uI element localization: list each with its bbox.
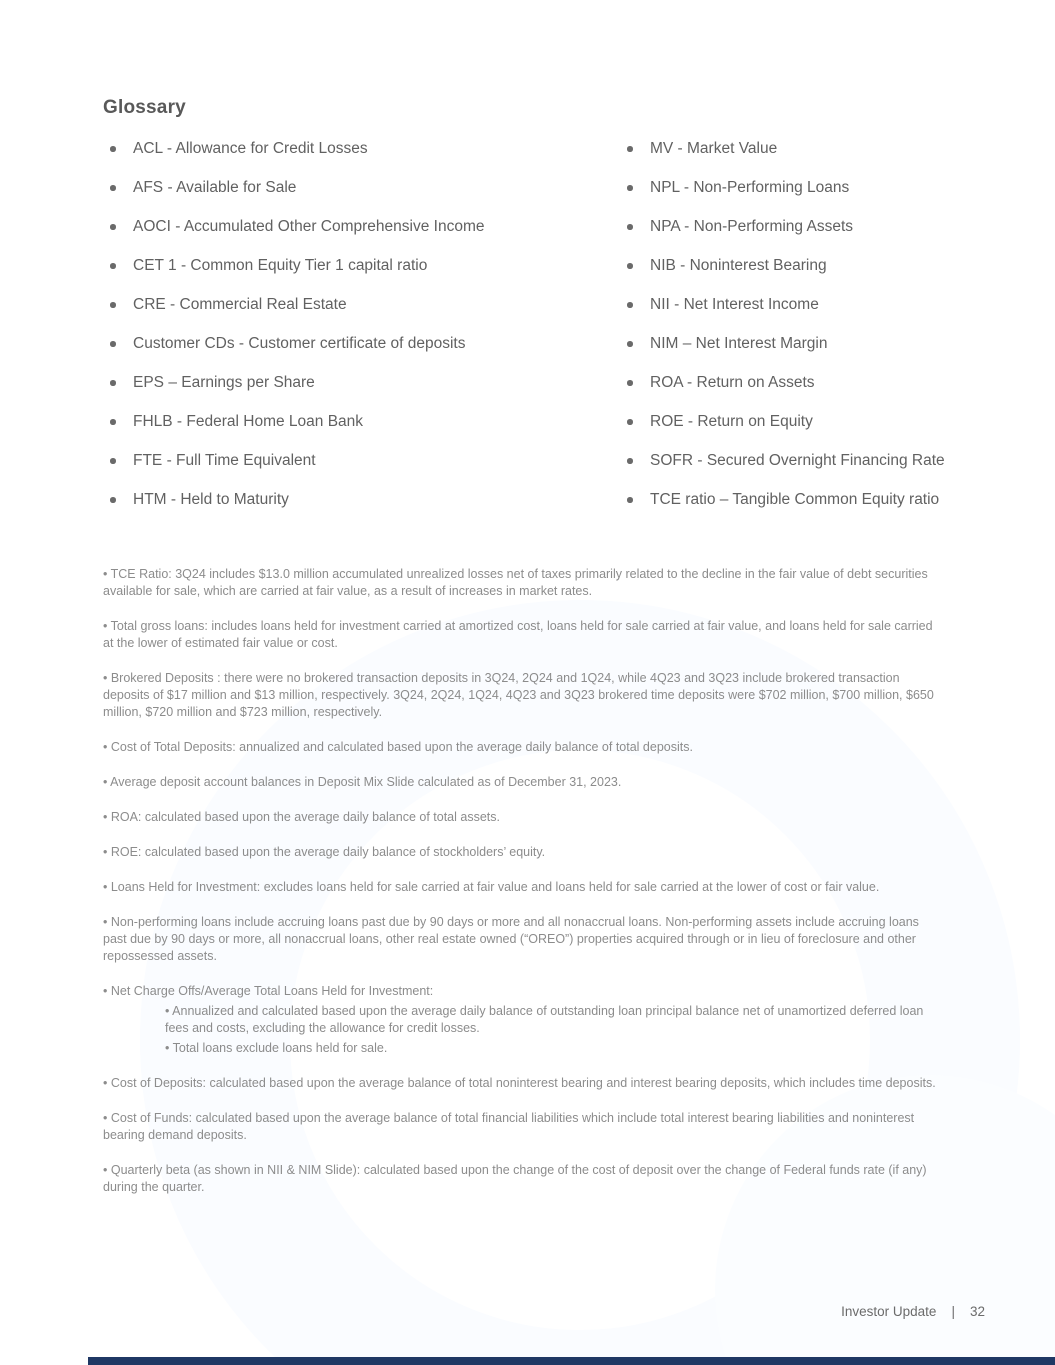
footnote-group	[103, 983, 936, 1057]
footnote: • ROE: calculated based upon the average daily balance of stockholders’ equity.	[103, 845, 546, 859]
glossary-term: CRE - Commercial Real Estate	[103, 297, 620, 313]
footnote: • Loans Held for Investment: excludes loans held for sale carried at fair value and loans held for sale carried at the lower of cost or fair value.	[103, 880, 880, 894]
footer-label: Investor Update	[841, 1304, 937, 1319]
glossary-term: EPS – Earnings per Share	[103, 375, 620, 391]
glossary-term: HTM - Held to Maturity	[103, 492, 620, 508]
glossary-term: ACL - Allowance for Credit Losses	[103, 141, 620, 157]
glossary-term: AOCI - Accumulated Other Comprehensive Income	[103, 219, 620, 235]
glossary-left-column	[103, 141, 620, 531]
glossary-term: NII - Net Interest Income	[620, 297, 983, 313]
page-footer	[841, 1304, 985, 1319]
glossary-term: FTE - Full Time Equivalent	[103, 453, 620, 469]
glossary-term: Customer CDs - Customer certificate of deposits	[103, 336, 620, 352]
glossary-term: MV - Market Value	[620, 141, 983, 157]
footnote-sub-item: • Annualized and calculated based upon the average daily balance of outstanding loan principal balance net of unamortized deferred loan fees and costs, excluding the allowance for credit losses.	[165, 1004, 924, 1035]
footnote: • TCE Ratio: 3Q24 includes $13.0 million accumulated unrealized losses net of taxes primarily related to the decline in the fair value of debt securities available for sale, which are carried at fair value, as a result of increases in market rates.	[103, 567, 928, 598]
footnote: • Cost of Funds: calculated based upon the average balance of total financial liabilities which include total interest bearing liabilities and noninterest bearing demand deposits.	[103, 1111, 915, 1142]
footer-divider: |	[951, 1304, 955, 1319]
glossary-term: CET 1 - Common Equity Tier 1 capital ratio	[103, 258, 620, 274]
glossary-term: ROA - Return on Assets	[620, 375, 983, 391]
page-number: 32	[969, 1304, 985, 1319]
page-title: Glossary	[103, 97, 186, 118]
glossary-term: NPL - Non-Performing Loans	[620, 180, 983, 196]
footnote: • Quarterly beta (as shown in NII & NIM Slide): calculated based upon the change of the cost of deposit over the change of Federal funds rate (if any) during the quarter.	[103, 1163, 927, 1194]
footnote: • Cost of Total Deposits: annualized and calculated based upon the average daily balance of total deposits.	[103, 740, 693, 754]
glossary-term: TCE ratio – Tangible Common Equity ratio	[620, 492, 983, 508]
footnote: • Average deposit account balances in Deposit Mix Slide calculated as of December 31, 2023.	[103, 775, 622, 789]
bottom-accent-bar	[88, 1357, 1055, 1365]
glossary-term: AFS - Available for Sale	[103, 180, 620, 196]
footnotes-section	[103, 566, 936, 1214]
glossary-columns	[103, 141, 983, 531]
glossary-term: NIM – Net Interest Margin	[620, 336, 983, 352]
footnote: • Cost of Deposits: calculated based upon the average balance of total noninterest bearing and interest bearing deposits, which includes time deposits.	[103, 1076, 936, 1090]
footnote: • Brokered Deposits : there were no brokered transaction deposits in 3Q24, 2Q24 and 1Q24, while 4Q23 and 3Q23 include brokered transaction deposits of $17 million and $13 million, respectively. 3Q24, 2Q24, 1Q24, 4Q23 and 3Q23 brokered time deposits were $702 million, $700 million, $650 million, $720 million and $723 million, respectively.	[103, 671, 934, 719]
footnote: • Total gross loans: includes loans held for investment carried at amortized cost, loans held for sale carried at fair value, and loans held for sale carried at the lower of estimated fair value or cost.	[103, 619, 933, 650]
glossary-right-column	[620, 141, 983, 531]
glossary-term: NIB - Noninterest Bearing	[620, 258, 983, 274]
footnote: • ROA: calculated based upon the average daily balance of total assets.	[103, 810, 500, 824]
footnote: • Non-performing loans include accruing loans past due by 90 days or more and all nonaccrual loans. Non-performing assets include accruing loans past due by 90 days or more, all nonaccrual loans, other real estate owned (“OREO”) properties acquired through or in lieu of foreclosure and other repossessed assets.	[103, 915, 919, 963]
glossary-term: FHLB - Federal Home Loan Bank	[103, 414, 620, 430]
glossary-term: NPA - Non-Performing Assets	[620, 219, 983, 235]
footnote-sub-item: • Total loans exclude loans held for sale.	[165, 1041, 388, 1055]
glossary-term: ROE - Return on Equity	[620, 414, 983, 430]
footnote: • Net Charge Offs/Average Total Loans Held for Investment:	[103, 984, 434, 998]
glossary-term: SOFR - Secured Overnight Financing Rate	[620, 453, 983, 469]
